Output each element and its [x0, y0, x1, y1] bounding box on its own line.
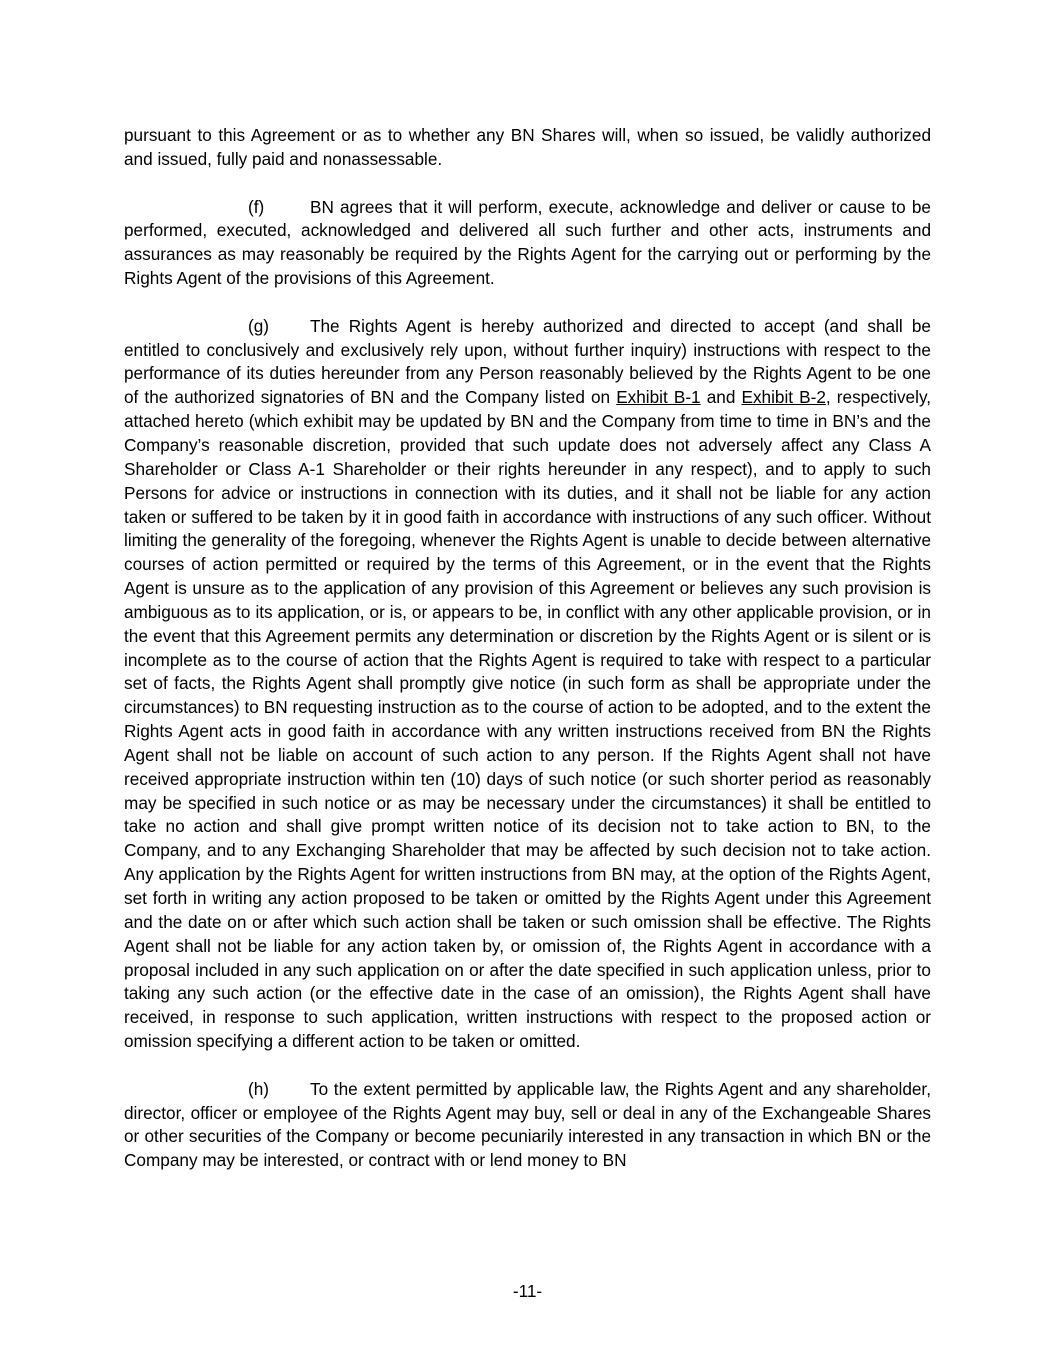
exhibit-b2-reference: Exhibit B-2: [741, 387, 826, 408]
paragraph-g: [124, 315, 931, 1054]
paragraph-h: [124, 1078, 931, 1173]
paragraph-h-text: To the extent permitted by applicable law, the Rights Agent and any shareholder, director, officer or employee of the Rights Agent may buy, sell or deal in any of the Exchangeable Shares or other securities of the Company or become pecuniarily interested in any transaction in which BN or the Company may be interested, or contract with or lend money to BN: [124, 1078, 931, 1171]
page-number: -11-: [512, 1281, 543, 1301]
paragraph-f: [124, 196, 931, 291]
paragraph-h-label: (h): [248, 1078, 270, 1099]
paragraph-g-label: (g): [248, 315, 270, 336]
paragraph-g-text-between: and: [700, 387, 742, 408]
paragraph-continuation: pursuant to this Agreement or as to whether any BN Shares will, when so issued, be validly authorized and issued, fully paid and nonassessable.: [124, 125, 931, 169]
paragraph-g-text-before: The Rights Agent is hereby authorized and directed to accept (and shall be entitled to conclusively and exclusively rely upon, without further inquiry) instructions with respect to the performance of its duties hereunder from any Person reasonably believed by the Rights Agent to be one of the authorized signatories of BN and the Company listed on: [124, 315, 931, 408]
paragraph-f-text: BN agrees that it will perform, execute, acknowledge and deliver or cause to be performed, executed, acknowledged and delivered all such further and other acts, instruments and assurances as may reasonably be required by the Rights Agent for the carrying out or performing by the Rights Agent of the provisions of this Agreement.: [124, 196, 931, 289]
paragraph-f-label: (f): [248, 196, 265, 217]
paragraph-g-text-after: , respectively, attached hereto (which exhibit may be updated by BN and the Company from time to time in BN’s and the Company’s reasonable discretion, provided that such update does not adversely affect any Class A Shareholder or Class A-1 Shareholder or their rights hereunder in any respect), and to apply to such Persons for advice or instructions in connection with its duties, and it shall not be liable for any action taken or suffered to be taken by it in good faith in accordance with instructions of any such officer. Without limiting the generality of the foregoing, whenever the Rights Agent is unable to decide between alternative courses of action permitted or required by the terms of this Agreement, or in the event that the Rights Agent is unsure as to the application of any provision of this Agreement or believes any such provision is ambiguous as to its application, or is, or appears to be, in conflict with any other applicable provision, or in the event that this Agreement permits any determination or discretion by the Rights Agent or is silent or is incomplete as to the course of action that the Rights Agent is required to take with respect to a particular set of facts, the Rights Agent shall promptly give notice (in such form as shall be appropriate under the circumstances) to BN requesting instruction as to the course of action to be adopted, and to the extent the Rights Agent acts in good faith in accordance with any written instructions received from BN the Rights Agent shall not be liable on account of such action to any person. If the Rights Agent shall not have received appropriate instruction within ten (10) days of such notice (or such shorter period as reasonably may be specified in such notice or as may be necessary under the circumstances) it shall be entitled to take no action and shall give prompt written notice of its decision not to take action to BN, to the Company, and to any Exchanging Shareholder that may be affected by such decision not to take action. Any application by the Rights Agent for written instructions from BN may, at the option of the Rights Agent, set forth in writing any action proposed to be taken or omitted by the Rights Agent under this Agreement and the date on or after which such action shall be taken or such omission shall be effective. The Rights Agent shall not be liable for any action taken by, or omission of, the Rights Agent in accordance with a proposal included in any such application on or after the date specified in such application unless, prior to taking any such action (or the effective date in the case of an omission), the Rights Agent shall have received, in response to such application, written instructions with respect to the proposed action or omission specifying a different action to be taken or omitted.: [124, 387, 932, 1052]
exhibit-b1-reference: Exhibit B-1: [616, 387, 701, 408]
document-body: [124, 124, 931, 1197]
